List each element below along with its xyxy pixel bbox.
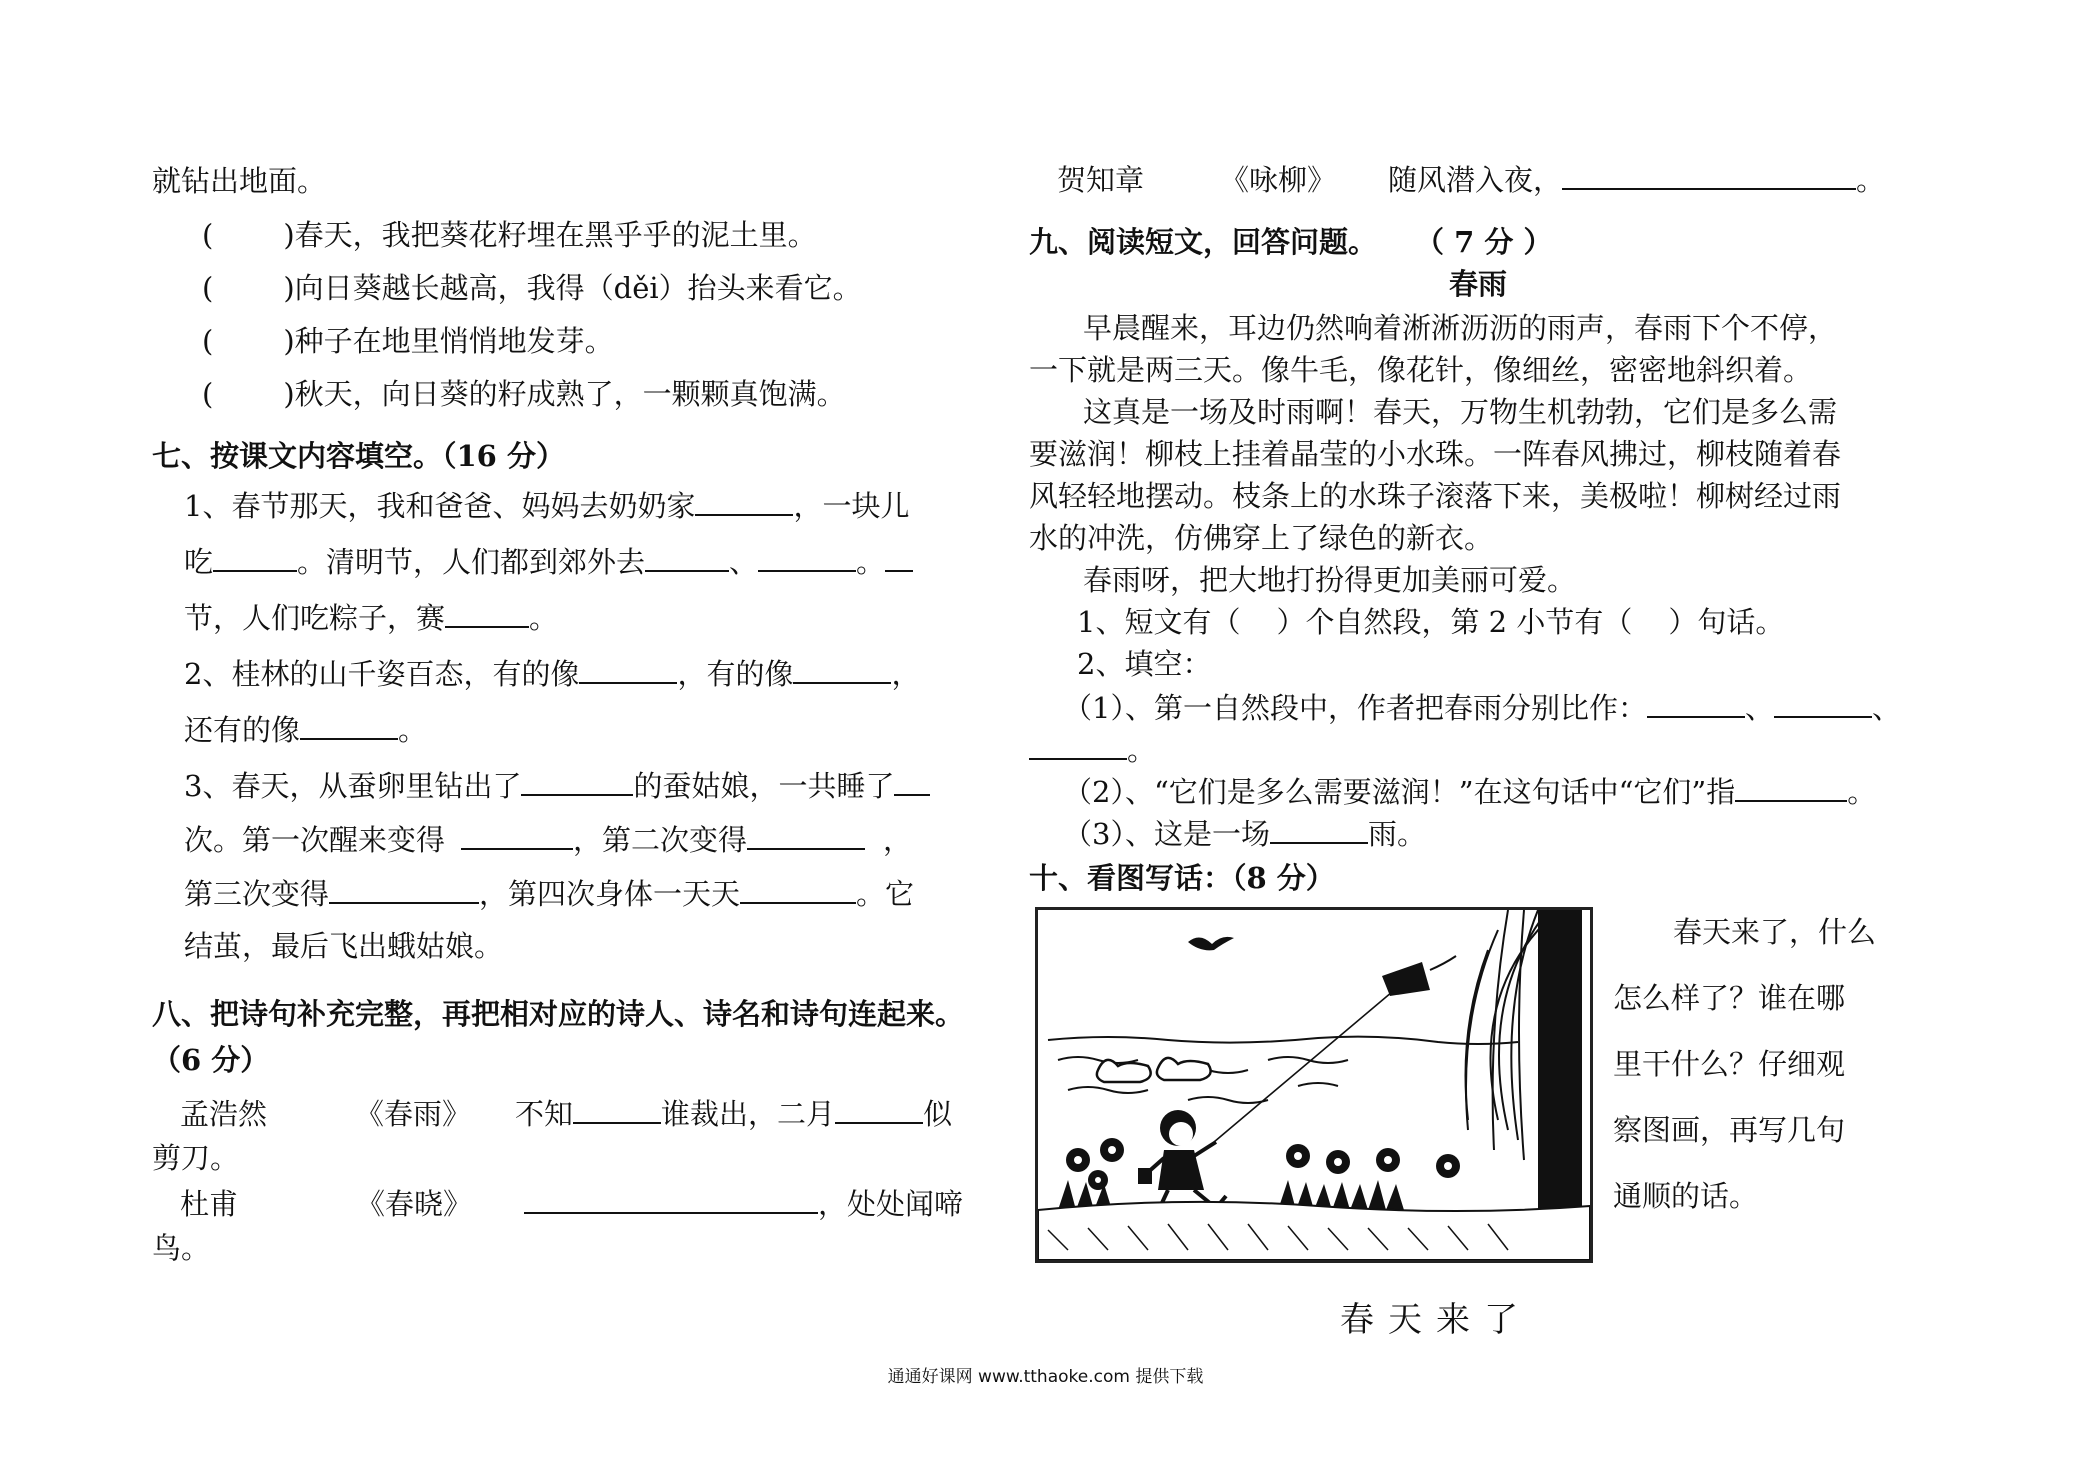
question-text: ）句话。 bbox=[1668, 605, 1785, 639]
q2-text: ，有的像 bbox=[677, 657, 794, 691]
reading-q2: 2、填空： bbox=[1077, 647, 1212, 681]
answer-blank[interactable] bbox=[793, 652, 891, 684]
answer-blank[interactable] bbox=[445, 596, 529, 628]
answer-blank[interactable] bbox=[579, 652, 677, 684]
story-title: 春雨 bbox=[1449, 267, 1508, 301]
swallow-icon bbox=[1188, 937, 1234, 950]
q1-line2 bbox=[184, 540, 913, 582]
poet-name: 杜甫 bbox=[180, 1187, 239, 1221]
answer-blank[interactable] bbox=[695, 484, 793, 516]
writing-prompt-line: 春天来了，什么 bbox=[1673, 915, 1877, 949]
kite-icon bbox=[1382, 962, 1430, 996]
poem-text: 似 bbox=[923, 1097, 953, 1131]
order-paren-close: ) bbox=[283, 324, 295, 358]
poem-row-2-cont: 鸟。 bbox=[152, 1231, 211, 1265]
q3-line3 bbox=[184, 872, 914, 914]
q1-line3 bbox=[184, 596, 558, 638]
story-line: 要滋润！柳枝上挂着晶莹的小水珠。一阵春风拂过，柳枝随着春 bbox=[1029, 437, 1842, 471]
q3-text: 第三次变得 bbox=[184, 877, 330, 911]
answer-blank[interactable] bbox=[1562, 158, 1856, 190]
answer-blank[interactable] bbox=[461, 818, 573, 850]
writing-prompt-line: 里干什么？仔细观 bbox=[1613, 1047, 1846, 1081]
answer-blank[interactable] bbox=[1774, 686, 1872, 718]
writing-prompt-line: 通顺的话。 bbox=[1613, 1179, 1759, 1213]
poem-row-2 bbox=[180, 1182, 963, 1224]
answer-blank[interactable] bbox=[213, 540, 297, 572]
page-footer: 通通好课网 www.tthaoke.com 提供下载 bbox=[887, 1367, 1204, 1387]
poem-text: 不知 bbox=[515, 1097, 574, 1131]
section-8-heading: 八、把诗句补充完整，再把相对应的诗人、诗名和诗句连起来。 bbox=[152, 997, 965, 1031]
poem-row-3 bbox=[1057, 158, 1885, 200]
poem-text: ，处处闻啼 bbox=[818, 1187, 964, 1221]
order-paren-close: ) bbox=[283, 377, 295, 411]
answer-blank[interactable] bbox=[747, 818, 865, 850]
question-text: 1、短文有（ bbox=[1077, 605, 1241, 639]
section-7-heading: 七、按课文内容填空。（16 分） bbox=[152, 439, 565, 473]
answer-blank[interactable] bbox=[885, 540, 913, 572]
answer-blank[interactable] bbox=[645, 540, 729, 572]
q3-text: ， bbox=[883, 823, 913, 857]
question-text: （3）、这是一场 bbox=[1063, 817, 1270, 851]
q1-text: 。清明节，人们都到郊外去 bbox=[297, 545, 646, 579]
q2-line1 bbox=[184, 652, 920, 694]
q2-text: 2、桂林的山千姿百态，有的像 bbox=[184, 657, 580, 691]
order-text: 秋天，向日葵的籽成熟了，一颗颗真饱满。 bbox=[294, 377, 846, 411]
section-8-score: （6 分） bbox=[152, 1043, 270, 1077]
order-paren-open: ( bbox=[202, 271, 214, 305]
answer-blank[interactable] bbox=[835, 1092, 923, 1124]
order-paren-open: ( bbox=[202, 377, 214, 411]
answer-blank[interactable] bbox=[1647, 686, 1745, 718]
tree-trunk-icon bbox=[1538, 910, 1582, 1250]
question-text: 。 bbox=[1127, 733, 1157, 767]
section-10-heading: 十、看图写话：（8 分） bbox=[1029, 861, 1335, 895]
q2-text: 还有的像 bbox=[184, 713, 301, 747]
q2-line2 bbox=[184, 708, 427, 750]
q3-text: 的蚕姑娘，一共睡了 bbox=[633, 769, 895, 803]
order-paren-close: ) bbox=[283, 271, 295, 305]
answer-blank[interactable] bbox=[1735, 770, 1847, 802]
q1-text: 1、春节那天，我和爸爸、妈妈去奶奶家 bbox=[184, 489, 696, 523]
story-line: 早晨醒来，耳边仍然响着淅淅沥沥的雨声，春雨下个不停， bbox=[1083, 311, 1838, 345]
q3-text: 3、春天，从蚕卵里钻出了 bbox=[184, 769, 522, 803]
writing-prompt-line: 察图画，再写几句 bbox=[1613, 1113, 1846, 1147]
order-text: 春天，我把葵花籽埋在黑乎乎的泥土里。 bbox=[294, 218, 817, 252]
order-paren-close: ) bbox=[283, 218, 295, 252]
answer-blank[interactable] bbox=[740, 872, 856, 904]
order-text: 种子在地里悄悄地发芽。 bbox=[294, 324, 614, 358]
poem-text: 谁裁出，二月 bbox=[661, 1097, 836, 1131]
order-text: 向日葵越长越高，我得（děi）抬头来看它。 bbox=[294, 271, 862, 305]
answer-blank[interactable] bbox=[1029, 728, 1127, 760]
reading-q1 bbox=[1077, 602, 1784, 642]
q3-text: 。它 bbox=[856, 877, 915, 911]
poem-title: 《春晓》 bbox=[356, 1187, 473, 1221]
q1-text: 。 bbox=[856, 545, 886, 579]
question-text: 、 bbox=[1744, 691, 1774, 725]
question-text: 、 bbox=[1871, 691, 1901, 725]
answer-blank[interactable] bbox=[521, 764, 633, 796]
section-9-score: （ 7 分 ） bbox=[1415, 225, 1553, 259]
q1-text: 。 bbox=[529, 601, 559, 635]
story-line: 一下就是两三天。像牛毛，像花针，像细丝，密密地斜织着。 bbox=[1029, 353, 1813, 387]
answer-blank[interactable] bbox=[894, 764, 930, 796]
reading-q2-2 bbox=[1063, 770, 1876, 812]
answer-blank[interactable] bbox=[1270, 812, 1368, 844]
poem-row-1-cont: 剪刀。 bbox=[152, 1141, 240, 1175]
answer-blank[interactable] bbox=[524, 1182, 818, 1214]
q3-text: 次。第一次醒来变得 bbox=[184, 823, 446, 857]
q3-line2 bbox=[184, 818, 912, 860]
duck-icon bbox=[1097, 1058, 1211, 1082]
question-text: （2）、“它们是多么需要滋润！”在这句话中“它们”指 bbox=[1063, 775, 1736, 809]
q1-text: ，一块儿 bbox=[793, 489, 910, 523]
section-9-heading bbox=[1029, 222, 1552, 262]
q2-text: ， bbox=[891, 657, 921, 691]
q3-line1 bbox=[184, 764, 930, 806]
q1-line1 bbox=[184, 484, 909, 526]
poem-title: 《春雨》 bbox=[355, 1097, 472, 1131]
q1-text: 节，人们吃粽子，赛 bbox=[184, 601, 446, 635]
q3-text: ，第二次变得 bbox=[573, 823, 748, 857]
question-text: 雨。 bbox=[1367, 817, 1426, 851]
order-item-2 bbox=[202, 268, 862, 308]
spring-kite-illustration bbox=[1035, 907, 1593, 1263]
story-line: 春雨呀，把大地打扮得更加美丽可爱。 bbox=[1083, 563, 1577, 597]
poem-text: 。 bbox=[1856, 163, 1886, 197]
spring-scene-drawing bbox=[1038, 910, 1590, 1260]
q1-text: 吃 bbox=[184, 545, 214, 579]
answer-blank[interactable] bbox=[300, 708, 398, 740]
reading-q2-1-cont bbox=[1029, 728, 1156, 770]
order-paren-open: ( bbox=[202, 324, 214, 358]
text-line: 就钻出地面。 bbox=[152, 164, 327, 198]
poem-row-1 bbox=[180, 1092, 952, 1134]
reading-q2-1 bbox=[1063, 686, 1901, 728]
poet-name: 孟浩然 bbox=[180, 1097, 268, 1131]
question-text: （1）、第一自然段中，作者把春雨分别比作： bbox=[1063, 691, 1647, 725]
order-paren-open: ( bbox=[202, 218, 214, 252]
story-line: 风轻轻地摆动。枝条上的水珠子滚落下来，美极啦！柳树经过雨 bbox=[1029, 479, 1842, 513]
answer-blank[interactable] bbox=[329, 872, 479, 904]
q1-text: 、 bbox=[729, 545, 759, 579]
question-text: ）个自然段，第 2 小节有（ bbox=[1276, 605, 1633, 639]
poet-name: 贺知章 bbox=[1057, 163, 1145, 197]
q3-line4: 结茧，最后飞出蛾姑娘。 bbox=[184, 929, 504, 963]
poem-title: 《咏柳》 bbox=[1220, 163, 1337, 197]
question-text: 。 bbox=[1847, 775, 1877, 809]
order-item-3 bbox=[202, 321, 614, 361]
answer-blank[interactable] bbox=[573, 1092, 661, 1124]
story-line: 这真是一场及时雨啊！春天，万物生机勃勃，它们是多么需 bbox=[1083, 395, 1838, 429]
q3-text: ，第四次身体一天天 bbox=[479, 877, 741, 911]
writing-prompt-line: 怎么样了？谁在哪 bbox=[1613, 981, 1846, 1015]
q2-text: 。 bbox=[398, 713, 428, 747]
reading-q2-3 bbox=[1063, 812, 1426, 854]
flowers-icon bbox=[1058, 1138, 1460, 1210]
poem-text: 随风潜入夜， bbox=[1388, 163, 1563, 197]
writing-title: 春天来了 bbox=[1340, 1300, 1532, 1340]
section-9-title: 九、阅读短文，回答问题。 bbox=[1029, 225, 1378, 259]
answer-blank[interactable] bbox=[758, 540, 856, 572]
order-item-1 bbox=[202, 215, 817, 255]
story-line: 水的冲洗，仿佛穿上了绿色的新衣。 bbox=[1029, 521, 1494, 555]
order-item-4 bbox=[202, 374, 846, 414]
